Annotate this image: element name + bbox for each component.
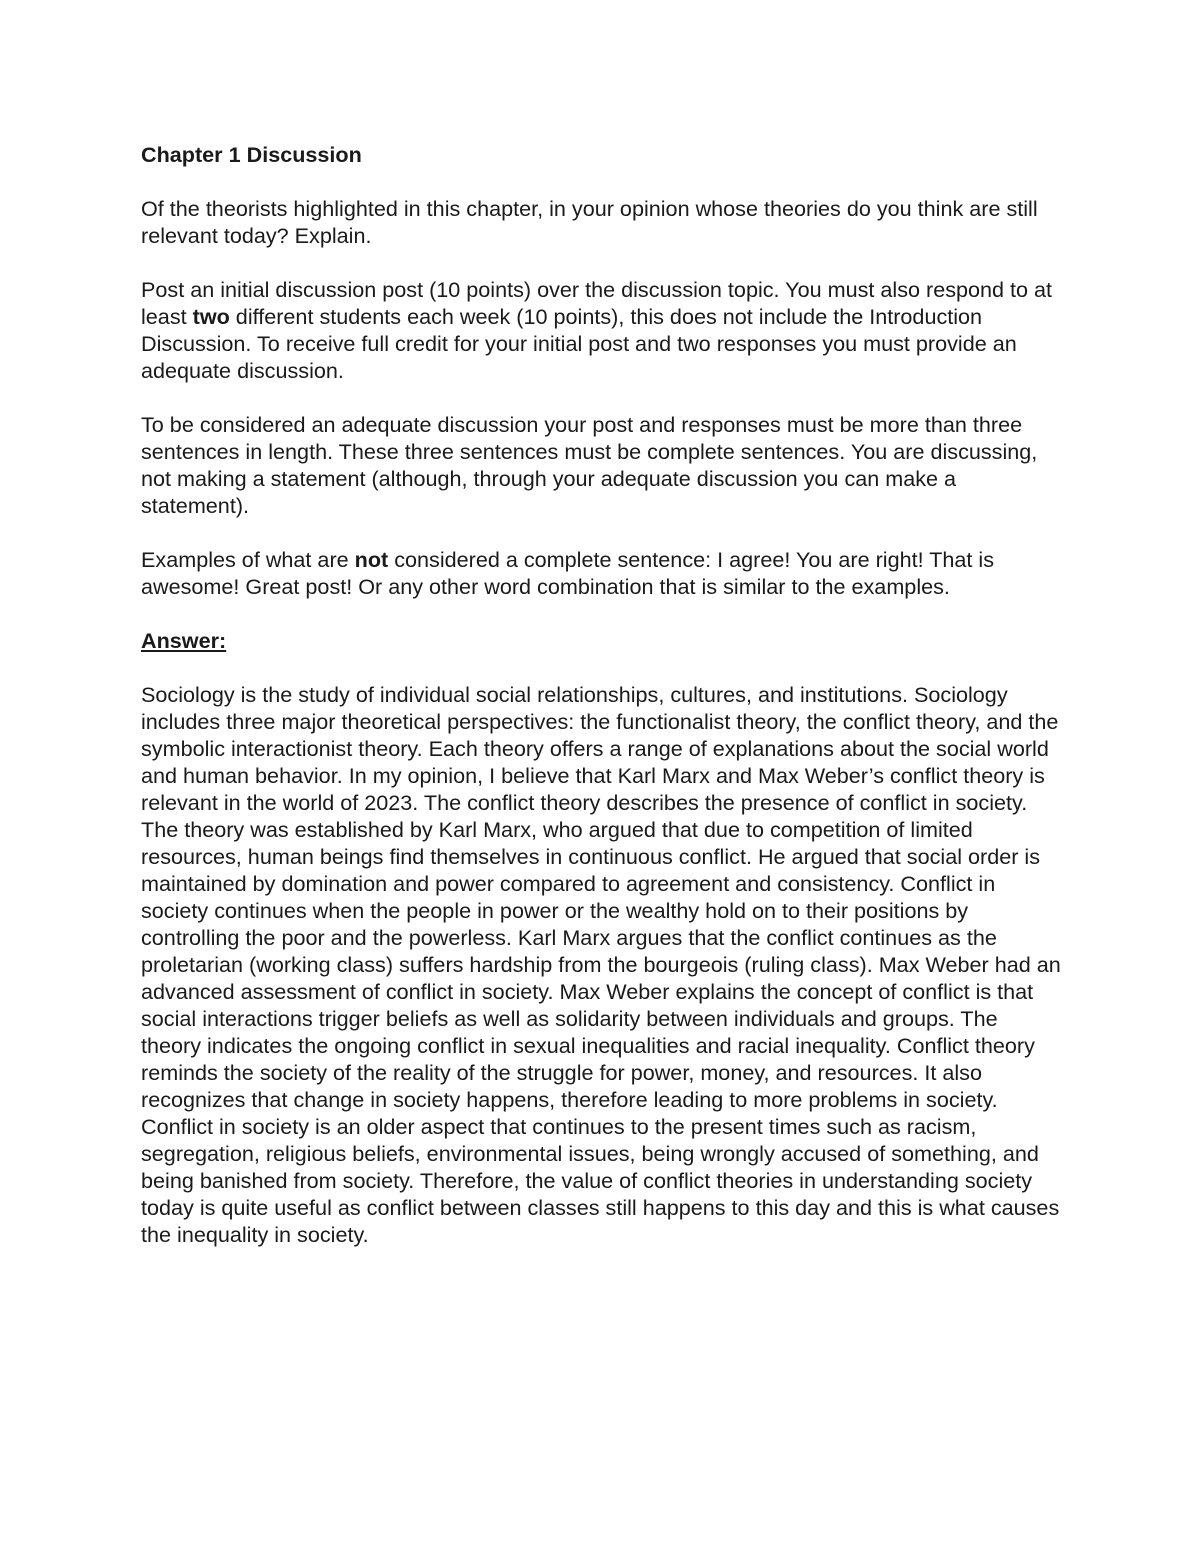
instructions-text-2: different students each week (10 points), this does not include the Introduction Discussion. To receive full credit for your initial post and two responses you must provide an adequate discussion. xyxy=(141,304,1017,383)
document-title: Chapter 1 Discussion xyxy=(141,142,362,167)
document-page xyxy=(141,141,1061,1275)
answer-body: Sociology is the study of individual social relationships, cultures, and institutions. Sociology includes three major theoretical perspectives: the functionalist theory, the conflict theory, and the symbolic interactionist theory. Each theory offers a range of explanations about the social world and human behavior. In my opinion, I believe that Karl Marx and Max Weber’s conflict theory is relevant in the world of 2023. The conflict theory describes the presence of conflict in society. The theory was established by Karl Marx, who argued that due to competition of limited resources, human beings find themselves in continuous conflict. He argued that social order is maintained by domination and power compared to agreement and consistency. Conflict in society continues when the people in power or the wealthy hold on to their positions by controlling the poor and the powerless. Karl Marx argues that the conflict continues as the proletarian (working class) suffers hardship from the bourgeois (ruling class). Max Weber had an advanced assessment of conflict in society. Max Weber explains the concept of conflict is that social interactions trigger beliefs as well as solidarity between individuals and groups. The theory indicates the ongoing conflict in sexual inequalities and racial inequality. Conflict theory reminds the society of the reality of the struggle for power, money, and resources. It also recognizes that change in society happens, therefore leading to more problems in society. Conflict in society is an older aspect that continues to the present times such as racism, segregation, religious beliefs, environmental issues, being wrongly accused of something, and being banished from society. Therefore, the value of conflict theories in understanding society today is quite useful as conflict between classes still happens to this day and this is what causes the inequality in society. xyxy=(141,682,1061,1247)
adequate-discussion-paragraph: To be considered an adequate discussion your post and responses must be more than three sentences in length. These three sentences must be complete sentences. You are discussing, not making a statement (although, through your adequate discussion you can make a statement). xyxy=(141,412,1038,518)
instructions-paragraph xyxy=(141,276,1061,384)
examples-text-1: Examples of what are xyxy=(141,547,355,572)
answer-heading: Answer: xyxy=(141,628,227,653)
examples-bold-word: not xyxy=(354,547,389,572)
discussion-prompt: Of the theorists highlighted in this chapter, in your opinion whose theories do you think are still relevant today? Explain. xyxy=(141,196,1038,248)
instructions-bold-word: two xyxy=(192,304,230,329)
examples-paragraph xyxy=(141,546,1061,600)
instructions-text-1: Post an initial discussion post (10 points) over the discussion topic. You must also respond to at least xyxy=(141,277,1053,329)
examples-text-2: considered a complete sentence: I agree! You are right! That is awesome! Great post! Or any other word combination that is similar to the examples. xyxy=(141,547,995,599)
